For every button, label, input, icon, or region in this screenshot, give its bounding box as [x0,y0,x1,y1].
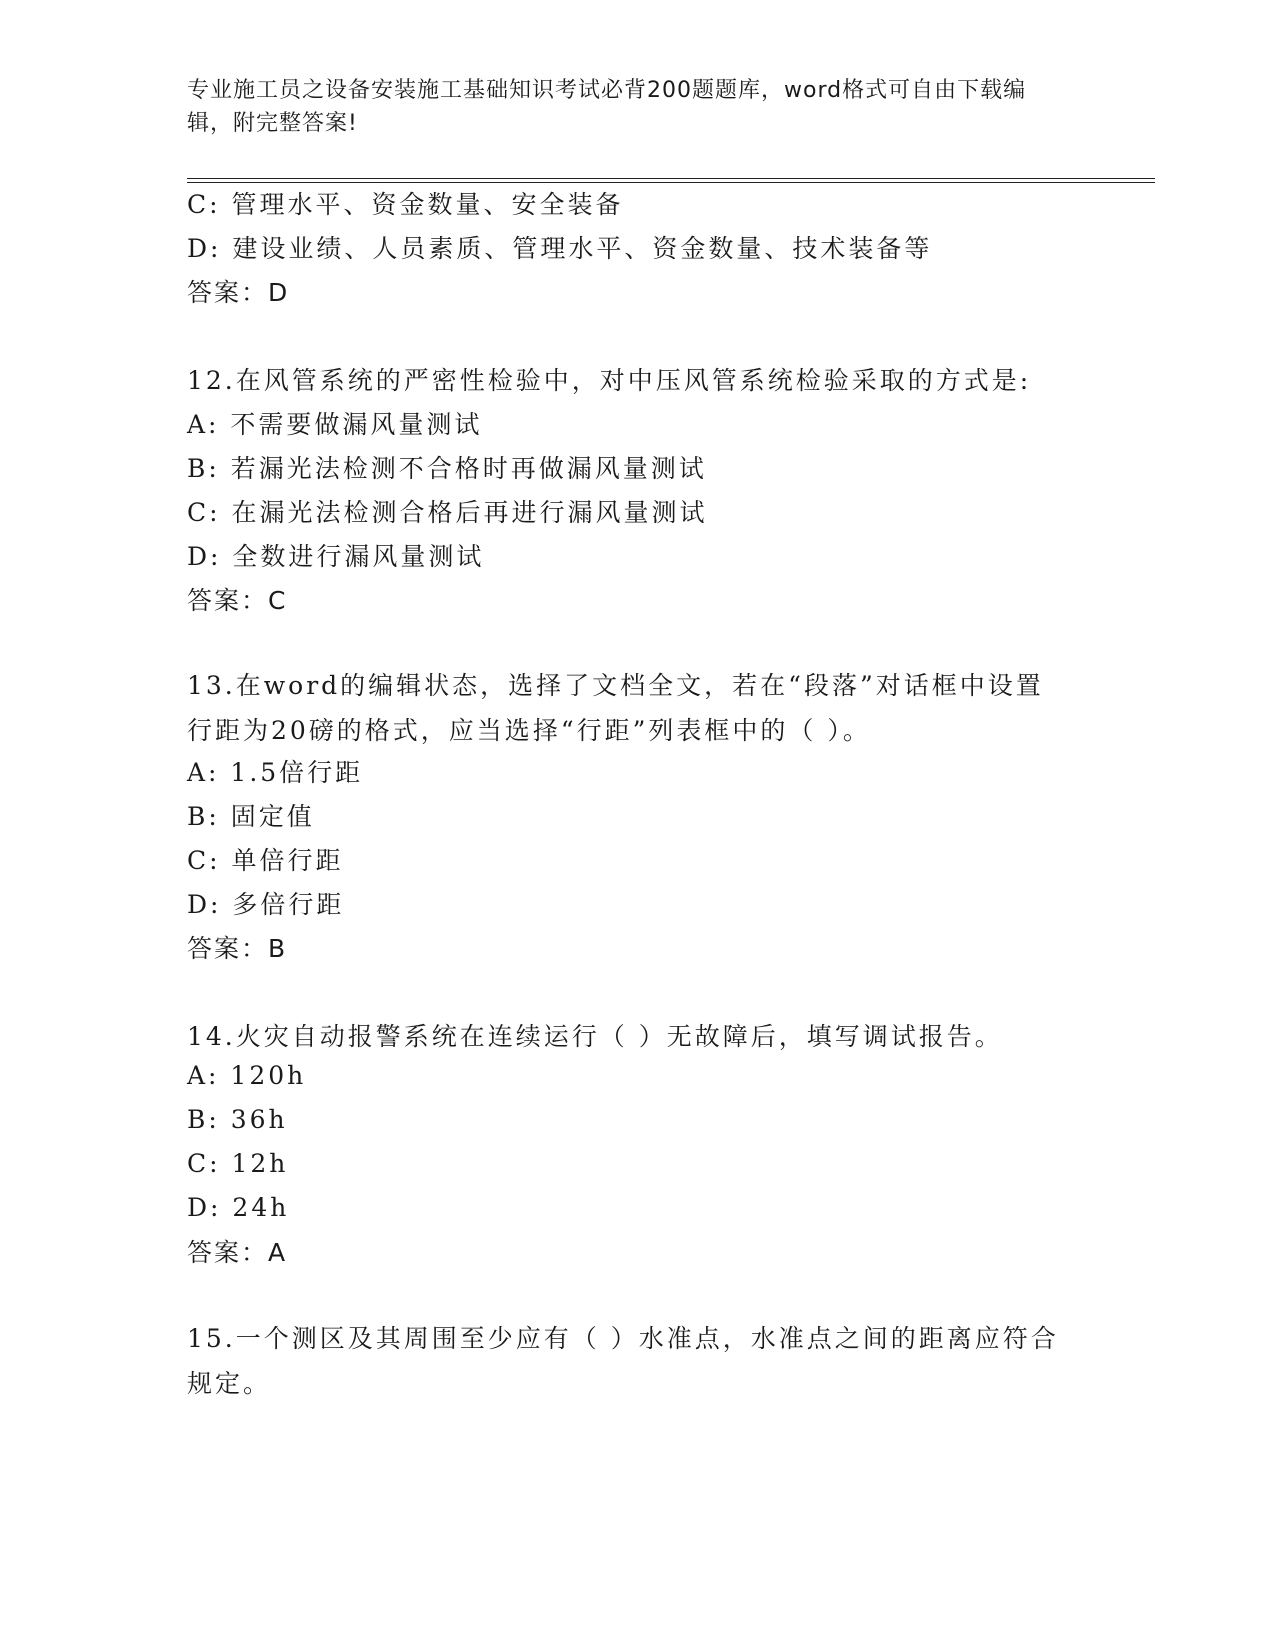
answer: 答案：A [187,1238,288,1267]
answer: 答案：B [187,934,288,963]
option-a: A: 1.5倍行距 [187,758,364,787]
option-a: A: 不需要做漏风量测试 [187,410,483,439]
answer: 答案：C [187,586,288,615]
option-c: C: 在漏光法检测合格后再进行漏风量测试 [187,498,708,527]
page-header: 专业施工员之设备安装施工基础知识考试必背200题题库，word格式可自由下载编辑，附完整答案! [187,78,1027,136]
question-14: 14.火灾自动报警系统在连续运行（ ）无故障后，填写调试报告。 [187,1022,1003,1051]
option-b: B: 36h [187,1105,288,1134]
option-c: C: 管理水平、资金数量、安全装备 [187,190,624,219]
question-12: 12.在风管系统的严密性检验中，对中压风管系统检验采取的方式是: [187,366,1032,395]
question-15: 15.一个测区及其周围至少应有（ ）水准点，水准点之间的距离应符合规定。 [187,1324,1059,1398]
option-c: C: 单倍行距 [187,846,344,875]
option-a: A: 120h [187,1061,307,1090]
option-d: D: 全数进行漏风量测试 [187,542,485,571]
option-d: D: 24h [187,1193,290,1222]
option-b: B: 若漏光法检测不合格时再做漏风量测试 [187,454,707,483]
header-divider [187,178,1155,183]
option-c: C: 12h [187,1149,289,1178]
option-d: D: 多倍行距 [187,890,345,919]
answer: 答案：D [187,278,290,307]
option-b: B: 固定值 [187,802,315,831]
question-13: 13.在word的编辑状态，选择了文档全文，若在“段落”对话框中设置行距为20磅的格式，应当选择“行距”列表框中的（ ）。 [187,671,1044,745]
option-d: D: 建设业绩、人员素质、管理水平、资金数量、技术装备等 [187,234,933,263]
